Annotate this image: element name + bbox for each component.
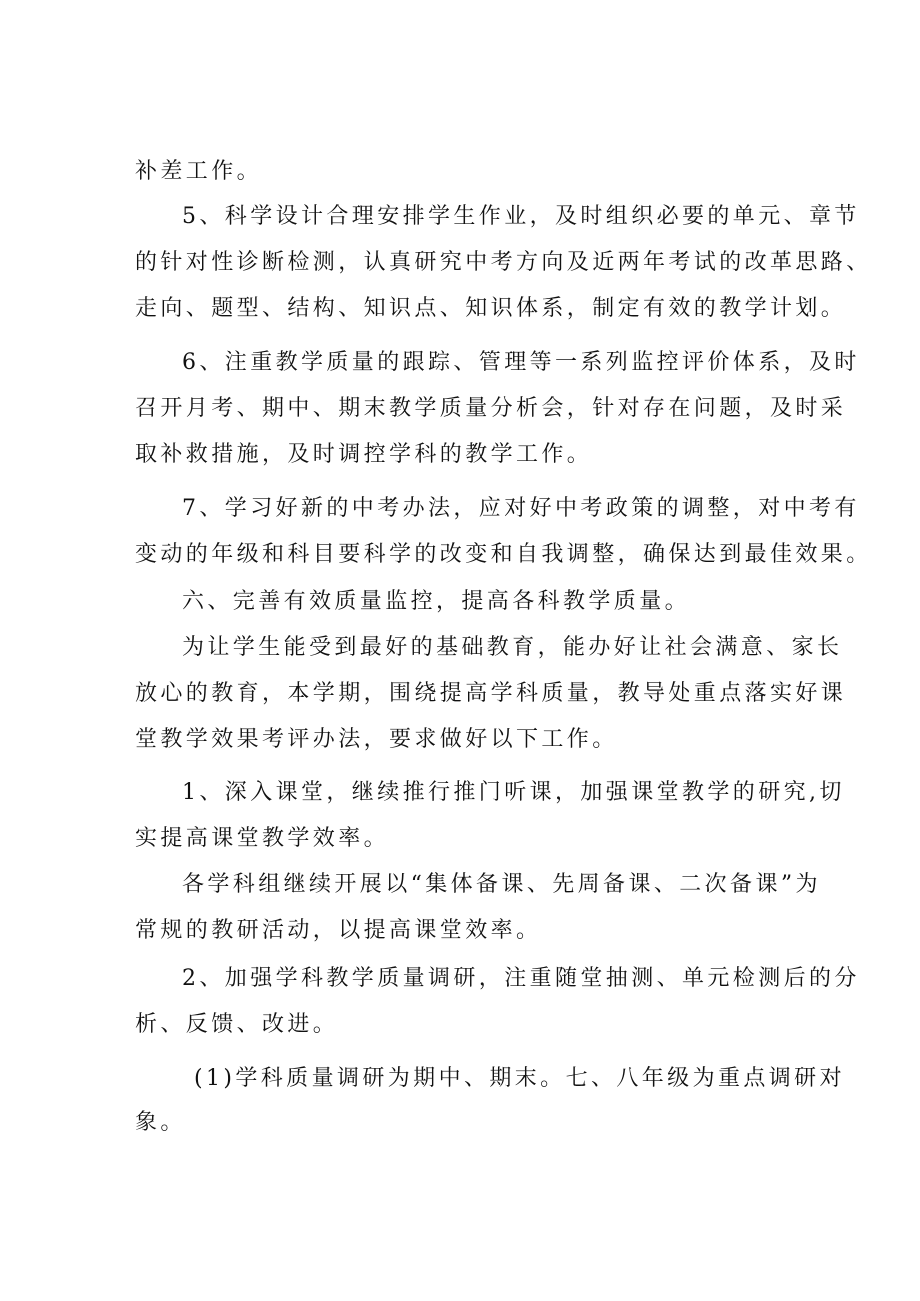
text-line: 1、深入课堂，继续推行推门听课，加强课堂教学的研究,切 <box>182 780 845 805</box>
text-line: 补差工作。 <box>135 159 263 184</box>
text-line: 的针对性诊断检测，认真研究中考方向及近两年考试的改革思路、 <box>135 250 872 275</box>
text-line: 放心的教育，本学期，围绕提高学科质量，教导处重点落实好课 <box>135 681 847 706</box>
text-line: 5、科学设计合理安排学生作业，及时组织必要的单元、章节 <box>182 204 860 229</box>
text-line: 常规的教研活动，以提高课堂效率。 <box>135 918 542 943</box>
text-line: 7、学习好新的中考办法，应对好中考政策的调整，对中考有 <box>182 496 860 521</box>
text-line: 召开月考、期中、期末教学质量分析会，针对存在问题，及时采 <box>135 396 847 421</box>
text-line: 实提高课堂教学效率。 <box>135 826 390 851</box>
text-line: 变动的年级和科目要科学的改变和自我调整，确保达到最佳效果。 <box>135 542 872 567</box>
text-line: 6、注重教学质量的跟踪、管理等一系列监控评价体系，及时 <box>182 350 860 375</box>
text-line: (1)学科质量调研为期中、期末。七、八年级为重点调研对 <box>194 1066 845 1091</box>
text-line: 2、加强学科教学质量调研，注重随堂抽测、单元检测后的分 <box>182 966 860 991</box>
text-line: 各学科组继续开展以“集体备课、先周备课、二次备课”为 <box>182 872 821 897</box>
text-line: 象。 <box>135 1110 186 1135</box>
text-line: 取补救措施，及时调控学科的教学工作。 <box>135 442 593 467</box>
text-line: 堂教学效果考评办法，要求做好以下工作。 <box>135 727 618 752</box>
text-line: 六、完善有效质量监控，提高各科教学质量。 <box>182 589 691 614</box>
text-line: 为让学生能受到最好的基础教育，能办好让社会满意、家长 <box>182 635 843 660</box>
text-line: 析、反馈、改进。 <box>135 1012 339 1037</box>
text-line: 走向、题型、结构、知识点、知识体系，制定有效的教学计划。 <box>135 296 847 321</box>
